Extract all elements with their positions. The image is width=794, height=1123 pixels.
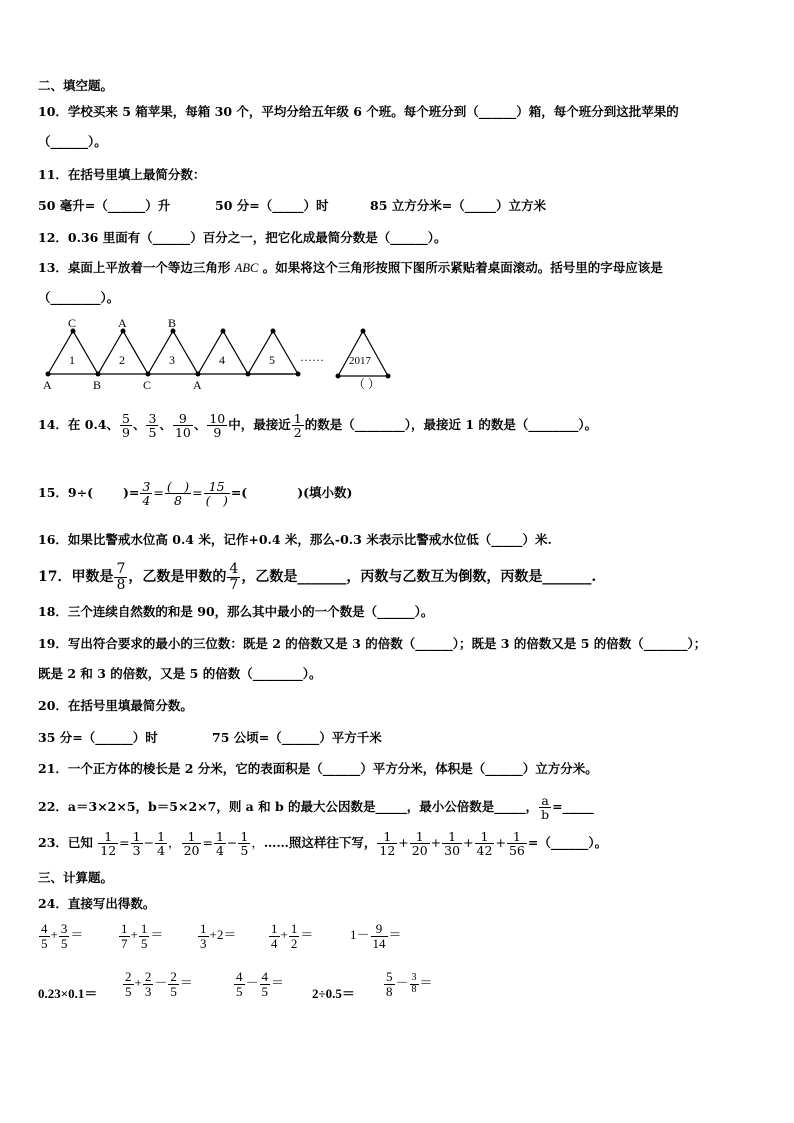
fraction: $\frac{1}{20}$ bbox=[411, 829, 428, 859]
fraction: $\frac{1}{4}$ bbox=[215, 829, 224, 859]
triangle-2017-label: 2017 bbox=[349, 355, 371, 367]
q21: 21．一个正方体的棱长是 2 分米，它的表面积是（______）平方分米，体积是（______）立方分米。 bbox=[38, 761, 598, 776]
fraction: $\frac{a}{b}$ bbox=[541, 793, 550, 823]
fraction: $\frac{9}{10}$ bbox=[174, 411, 191, 441]
fraction: $\frac{1}{12}$ bbox=[100, 829, 117, 859]
separator: 、 bbox=[132, 417, 146, 433]
q13-text-a: 13．桌面上平放着一个等边三角形 bbox=[38, 260, 231, 275]
q13-line2: （________）。 bbox=[38, 290, 120, 305]
fraction: $\frac{9}{14}$ bbox=[372, 921, 386, 951]
fraction: $\frac{1}{12}$ bbox=[379, 829, 396, 859]
q13-abc: ABC bbox=[234, 261, 259, 275]
q11-item3: 85 立方分米=（_____）立方米 bbox=[370, 198, 546, 213]
fraction: $\frac{4}{7}$ bbox=[229, 561, 239, 593]
q15 bbox=[38, 480, 352, 507]
triangle-top-label-2: A bbox=[118, 316, 127, 330]
q14-mid: 中，最接近 bbox=[228, 417, 291, 433]
eq: = bbox=[153, 485, 164, 501]
q14-tail: 的数是（________），最接近 1 的数是（________）。 bbox=[304, 417, 598, 433]
ellipsis: …… bbox=[300, 350, 324, 364]
fraction: $\frac{4}{5}$ bbox=[41, 921, 48, 951]
q23-prefix: 23．已知 bbox=[38, 835, 93, 851]
triangle-number-3: 3 bbox=[169, 353, 175, 367]
triangle-top-label-1: C bbox=[68, 316, 77, 330]
fraction: $\frac{1}{5}$ bbox=[140, 921, 148, 951]
eq: = bbox=[192, 485, 203, 501]
q13-line1 bbox=[38, 260, 663, 276]
q19-line1: 19．写出符合要求的最小的三位数：既是 2 的倍数又是 3 的倍数（______）；既是 3 的倍数又是 5 的倍数（_______）； bbox=[38, 636, 707, 651]
rolling-triangles-figure bbox=[38, 316, 438, 391]
q23-mid: ……照这样往下写， bbox=[263, 835, 377, 851]
triangle-number-1: 1 bbox=[69, 353, 75, 367]
fraction: $\frac{1}{4}$ bbox=[271, 921, 278, 951]
q22-text: 22．a＝3×2×5，b＝5×2×7，则 a 和 b 的最大公因数是_____，最小公倍数是_____， bbox=[38, 799, 539, 815]
q17-b: ，乙数是甲数的 bbox=[128, 569, 227, 586]
fraction: $\frac{4}{5}$ bbox=[236, 969, 243, 999]
section-3-heading: 三、计算题。 bbox=[38, 870, 114, 885]
calc-8: $\frac{4}{5}$ － $\frac{4}{5}$ ＝ bbox=[236, 969, 285, 999]
q11-title: 11．在括号里填上最简分数： bbox=[38, 167, 206, 182]
triangle-bottom-label-1: A bbox=[43, 378, 52, 391]
q14-prefix: 14．在 0.4、 bbox=[38, 417, 119, 433]
q16: 16．如果比警戒水位高 0.4 米，记作+0.4 米，那么-0.3 米表示比警戒水位低（_____）米. bbox=[38, 532, 552, 547]
fraction: $\frac{1}{20}$ bbox=[183, 829, 200, 859]
fraction: ( ) 8 bbox=[166, 479, 190, 509]
fraction: $\frac{10}{9}$ bbox=[209, 411, 226, 441]
fraction: $\frac{2}{5}$ bbox=[125, 969, 132, 999]
q13-text-b: 。如果将这个三角形按照下图所示紧贴着桌面滚动。括号里的字母应该是 bbox=[262, 260, 663, 275]
fraction: $\frac{3}{4}$ bbox=[142, 479, 151, 509]
section-2-heading: 二、填空题。 bbox=[38, 78, 114, 93]
fraction: 15 ( ) bbox=[205, 479, 228, 509]
triangle-number-4: 4 bbox=[219, 353, 225, 367]
q10-line1: 10．学校买来 5 箱苹果，每箱 30 个，平均分给五年级 6 个班。每个班分到（______）箱，每个班分到这批苹果的 bbox=[38, 104, 679, 119]
q20-title: 20．在括号里填最简分数。 bbox=[38, 698, 193, 713]
q14 bbox=[38, 412, 597, 439]
fraction: $\frac{1}{5}$ bbox=[240, 829, 249, 859]
fraction: $\frac{4}{5}$ bbox=[261, 969, 269, 999]
q17-c: ，乙数是_______，丙数与乙数互为倒数，丙数是_______. bbox=[241, 569, 597, 586]
fraction: $\frac{1}{30}$ bbox=[444, 829, 461, 859]
q24-title: 24．直接写出得数。 bbox=[38, 896, 156, 911]
q11-item2: 50 分=（_____）时 bbox=[215, 198, 329, 213]
q10-line2: （______）。 bbox=[38, 134, 107, 149]
q20-item2: 75 公顷=（______）平方千米 bbox=[212, 730, 382, 745]
separator: 、 bbox=[193, 417, 207, 433]
triangle-number-2: 2 bbox=[119, 353, 125, 367]
fraction: $\frac{5}{8}$ bbox=[386, 969, 393, 999]
fraction: $\frac{2}{5}$ bbox=[170, 969, 177, 999]
answer-paren: （ ） bbox=[353, 377, 381, 391]
fraction: $\frac{2}{3}$ bbox=[144, 969, 152, 999]
calc-5: 1－ $\frac{9}{14}$ ＝ bbox=[350, 921, 402, 951]
q15-prefix: 15．9÷( bbox=[38, 485, 93, 501]
q23-tail: =（______）。 bbox=[527, 835, 608, 851]
calc-6: 0.23×0.1＝ bbox=[38, 986, 98, 1001]
calc-7: $\frac{2}{5}$ + $\frac{2}{3}$ － $\frac{2}{5}$ ＝ bbox=[125, 969, 193, 999]
fraction: $\frac{3}{5}$ bbox=[60, 921, 68, 951]
fraction: $\frac{1}{3}$ bbox=[200, 921, 207, 951]
q22-tail: =_____ bbox=[552, 799, 594, 815]
fraction: $\frac{7}{8}$ bbox=[116, 561, 126, 593]
fraction: $\frac{1}{7}$ bbox=[121, 921, 128, 951]
fraction: $\frac{3}{8}$ bbox=[411, 972, 417, 995]
triangle-bottom-label-3: C bbox=[143, 378, 152, 391]
fraction: $\frac{1}{56}$ bbox=[508, 829, 525, 859]
separator: 、 bbox=[159, 417, 172, 433]
triangle-top-label-3: B bbox=[168, 316, 177, 330]
triangle-bottom-label-4: A bbox=[193, 378, 202, 391]
triangle-bottom-label-2: B bbox=[93, 378, 102, 391]
fraction: $\frac{1}{2}$ bbox=[293, 411, 302, 441]
calc-1: $\frac{4}{5}$ + $\frac{3}{5}$ ＝ bbox=[41, 921, 84, 951]
fraction: $\frac{1}{4}$ bbox=[157, 829, 166, 859]
triangle-number-5: 5 bbox=[269, 353, 275, 367]
q11-item1: 50 毫升=（______）升 bbox=[38, 198, 171, 213]
q15-tail: =( )(填小数) bbox=[230, 485, 353, 501]
q22 bbox=[38, 794, 594, 821]
q18: 18．三个连续自然数的和是 90，那么其中最小的一个数是（______）。 bbox=[38, 604, 434, 619]
fraction: $\frac{1}{42}$ bbox=[476, 829, 493, 859]
q19-line2: 既是 2 和 3 的倍数，又是 5 的倍数（________）。 bbox=[38, 666, 322, 681]
fraction: $\frac{1}{3}$ bbox=[132, 829, 141, 859]
q17-a: 17．甲数是 bbox=[38, 569, 114, 586]
calc-4: $\frac{1}{4}$ + $\frac{1}{2}$ ＝ bbox=[271, 921, 314, 951]
calc-3: $\frac{1}{3}$ +2＝ bbox=[200, 921, 237, 951]
q15-close: )= bbox=[122, 485, 140, 501]
fraction: $\frac{1}{2}$ bbox=[290, 921, 298, 951]
calc-9: 2÷0.5＝ bbox=[312, 986, 355, 1001]
fraction: $\frac{5}{9}$ bbox=[122, 411, 130, 441]
q20-item1: 35 分=（______）时 bbox=[38, 730, 158, 745]
q12: 12．0.36 里面有（______）百分之一，把它化成最简分数是（______）。 bbox=[38, 230, 447, 245]
q17 bbox=[38, 562, 596, 592]
q23: 23．已知 $\frac{1}{12}$ = $\frac{1}{3}$ − $\frac{1}{4}$ ， $\frac{1}{20}$ = $\frac{1}{4}$ − $\frac{1}{5}$ ，……照这样往下写， $\frac{1}{12}$ + $\frac{1}{20}$ + $\frac{1}{30}$ + $\frac{1}{42}$ + $\frac{1}{56}$ =（______）。 bbox=[38, 829, 608, 859]
calc-2: $\frac{1}{7}$ + $\frac{1}{5}$ ＝ bbox=[121, 921, 164, 951]
calc-10: $\frac{5}{8}$ － $\frac{3}{8}$ ＝ bbox=[386, 969, 433, 999]
fraction: $\frac{3}{5}$ bbox=[148, 411, 157, 441]
